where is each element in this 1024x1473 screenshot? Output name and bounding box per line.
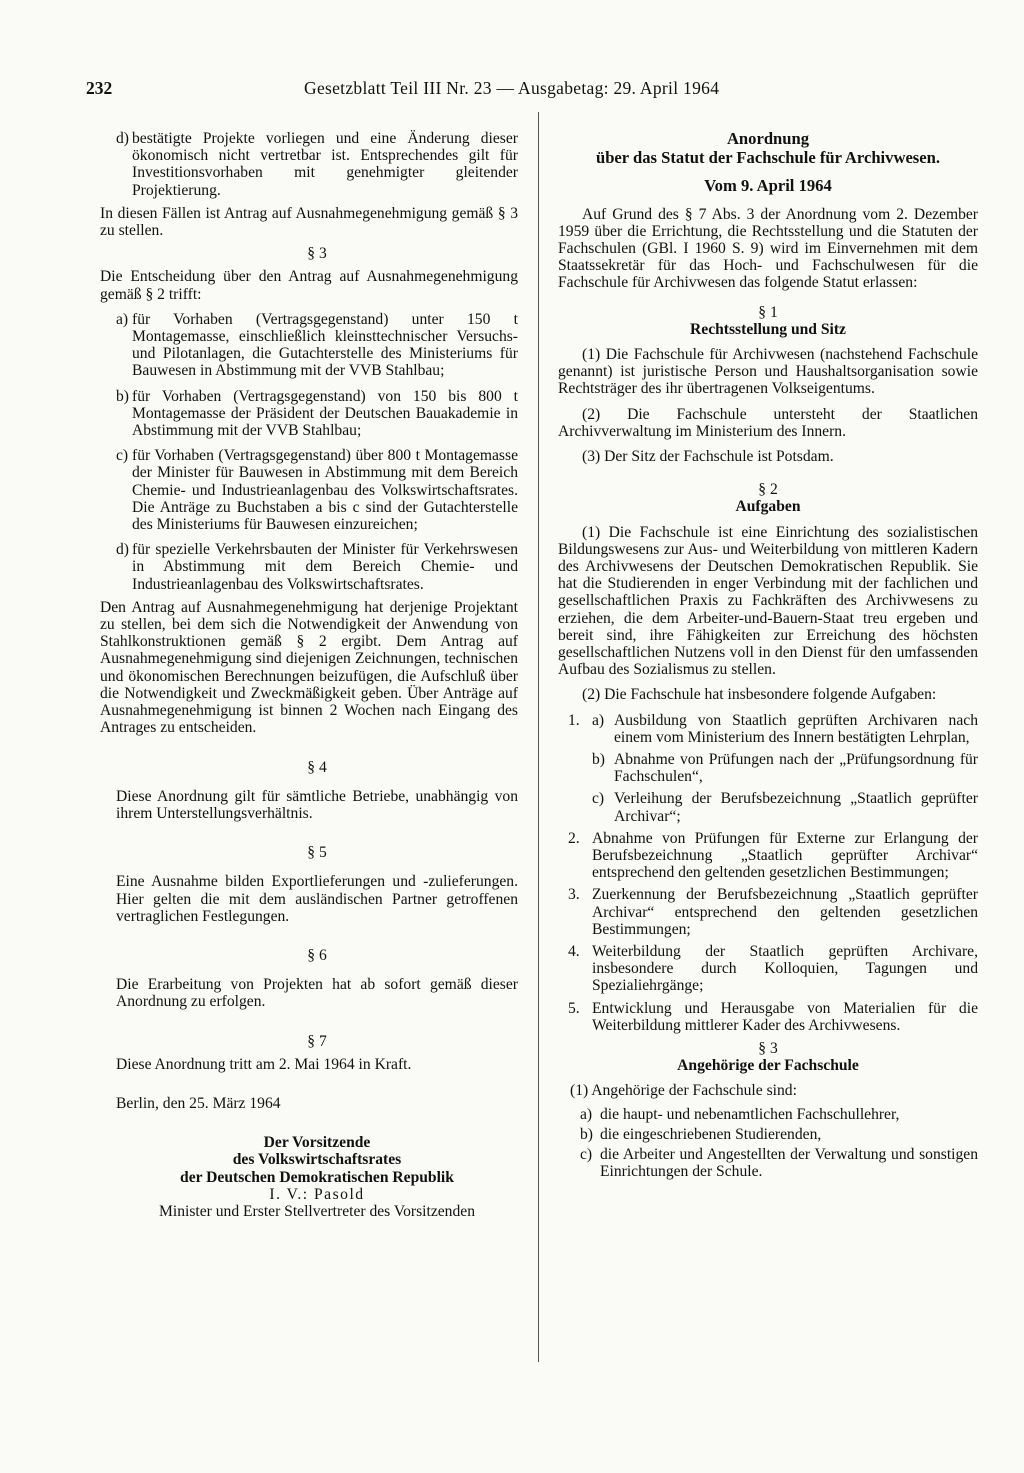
item-text: die haupt- und nebenamtlichen Fachschullehrer, [600,1105,900,1123]
signatory-role: Minister und Erster Stellvertreter des Vorsitzenden [159,1202,475,1220]
item-number: 5. [568,999,580,1017]
item-text: die Arbeiter und Angestellten der Verwaltung und sonstigen Einrichtungen der Schule. [600,1146,978,1181]
signature-title: der Deutschen Demokratischen Republik [180,1168,454,1186]
item-mark: d) [116,541,129,559]
list-item [558,943,978,995]
item-text: Abnahme von Prüfungen für Externe zur Erlangung der Berufsbezeichnung „Staatlich geprüfter Archivar“ entsprechend den geltenden gesetzlichen Bestimmungen; [592,829,978,882]
paragraph: In diesen Fällen ist Antrag auf Ausnahmegenehmigung gemäß § 3 zu stellen. [100,204,518,240]
section-heading: § 7 [307,1032,327,1050]
item-number: 2. [568,829,580,847]
signature-title: Der Vorsitzende [263,1134,371,1152]
section-title: Rechtsstellung und Sitz [690,320,846,338]
list-item [558,1000,978,1034]
item-text: Verleihung der Berufsbezeichnung „Staatlich geprüfter Archivar“; [614,790,978,825]
paragraph: Die Entscheidung über den Antrag auf Ausnahmegenehmigung gemäß § 2 trifft: [100,268,518,303]
paragraph: Diese Anordnung tritt am 2. Mai 1964 in Kraft. [116,1055,412,1073]
item-mark: b) [592,750,605,768]
section-title: Aufgaben [735,498,801,516]
list-item [116,541,518,593]
document-title: über das Statut der Fachschule für Archivwesen. [595,147,941,167]
item-text: für spezielle Verkehrsbauten der Minister für Verkehrswesen in Abstimmung mit dem Bereich Chemie- und Industrieanlagenbau des Volkswirtschaftsrates. [132,541,518,593]
item-text: bestätigte Projekte vorliegen und eine Änderung dieser ökonomisch nicht vertretbar ist. Entsprechendes gilt für Investitionsvorhaben mit genehmigter gleitender Projektierung. [132,130,518,199]
item-text: Entwicklung und Herausgabe von Materialien für die Weiterbildung mittlerer Kader des Archivwesens. [592,999,978,1034]
section-heading: § 6 [307,946,327,964]
paragraph: Die Erarbeitung von Projekten hat ab sofort gemäß dieser Anordnung zu erfolgen. [116,976,518,1011]
item-text: Ausbildung von Staatlich geprüften Archivaren nach einem vom Ministerium des Innern bestätigten Lehrplan, [614,711,978,746]
item-number: 3. [568,886,580,904]
list-item [558,1146,978,1180]
item-text: Abnahme von Prüfungen nach der „Prüfungsordnung für Fachschulen“, [614,750,978,786]
item-mark: b) [580,1125,593,1143]
item-mark: c) [580,1146,593,1164]
paragraph: Diese Anordnung gilt für sämtliche Betriebe, unabhängig von ihrem Unterstellungsverhältnis. [116,787,518,822]
item-text: für Vorhaben (Vertragsgegenstand) unter 150 t Montagemasse, einschließlich kleinsttechnischer Versuchs- und Pilotanlagen, die Gutachterstelle des Ministeriums für Bauwesen in Abstimmung mit der VVB Stahlbau; [132,310,518,380]
page-number: 232 [86,78,113,98]
document-title: Anordnung [726,129,810,148]
paragraph: (3) Der Sitz der Fachschule ist Potsdam. [582,447,834,465]
column-divider [538,112,539,1362]
item-mark: a) [592,711,605,729]
paragraph: (2) Die Fachschule untersteht der Staatlichen Archivverwaltung im Ministerium des Innern. [558,405,978,440]
item-mark: a) [580,1105,593,1123]
item-text: für Vorhaben (Vertragsgegenstand) über 800 t Montagemasse der Minister für Bauwesen in Abstimmung mit dem Bereich Chemie- und Industrieanlagenbau des Volkswirtschaftsrates. Die Anträge zu Buchstaben a bis c sind der Gutachterstelle des Ministeriums für Bauwesen einzureichen; [132,447,518,534]
section-heading: § 3 [307,245,327,263]
section-heading: § 1 [758,303,778,321]
list-item [116,130,518,199]
section-heading: § 3 [758,1040,778,1058]
list-item [558,830,978,882]
section-heading: § 5 [307,844,327,862]
section-heading: § 2 [758,481,778,499]
list-item [558,712,978,746]
running-title: Gesetzblatt Teil III Nr. 23 — Ausgabetag: 29. April 1964 [304,78,720,98]
left-column [100,130,518,1220]
section-heading: § 4 [307,758,327,776]
paragraph: (2) Die Fachschule hat insbesondere folgende Aufgaben: [582,686,937,704]
item-mark: c) [116,447,129,465]
paragraph: Auf Grund des § 7 Abs. 3 der Anordnung vom 2. Dezember 1959 über die Errichtung, die Rechtsstellung und die Statuten der Fachschulen (GBl. I 1960 S. 9) wird im Einvernehmen mit dem Staatssekretär für das Hoch- und Fachschulwesen für die Fachschule für Archivwesen das folgende Statut erlassen: [558,205,978,292]
item-number: 1. [568,711,580,729]
list-item [116,388,518,440]
document-date: Vom 9. April 1964 [704,176,832,195]
item-mark: d) [116,130,129,147]
paragraph: Eine Ausnahme bilden Exportlieferungen und -zulieferungen. Hier gelten die mit dem ausländischen Partner getroffenen vertraglichen Festlegungen. [116,873,518,925]
item-mark: c) [592,790,605,808]
paragraph: (1) Angehörige der Fachschule sind: [570,1082,797,1100]
list-item [116,447,518,533]
list-item [558,1106,978,1123]
list-item [558,886,978,938]
item-text: Weiterbildung der Staatlich geprüften Archivare, insbesondere durch Kolloquien, Tagungen und Spezialiehrgänge; [592,943,978,995]
item-text: für Vorhaben (Vertragsgegenstand) von 150 bis 800 t Montagemasse der Präsident der Deutschen Bauakademie in Abstimmung mit der VVB Stahlbau; [132,387,518,440]
right-column [558,130,978,1183]
item-text: Zuerkennung der Berufsbezeichnung „Staatlich geprüfter Archivar“ entsprechend den geltenden gesetzlichen Bestimmungen; [592,886,978,938]
section-title: Angehörige der Fachschule [677,1057,859,1075]
list-item [558,1126,978,1143]
list-item [116,311,518,380]
item-number: 4. [568,943,580,961]
signatory-name: I. V.: Pasold [269,1185,365,1203]
signature-title: des Volkswirtschaftsrates [232,1151,402,1169]
paragraph: Den Antrag auf Ausnahmegenehmigung hat derjenige Projektant zu stellen, bei dem sich die Notwendigkeit der Anwendung von Stahlkonstruktionen gemäß § 2 ergibt. Dem Antrag auf Ausnahmegenehmigung sind diejenigen Zeichnungen, technischen und ökonomischen Berechnungen beizufügen, die Aufschluß über die Notwendigkeit und Zweckmäßigkeit geben. Über Anträge auf Ausnahmegenehmigung ist binnen 2 Wochen nach Eingang des Antrages zu entscheiden. [100,598,518,737]
item-mark: b) [116,387,129,405]
item-mark: a) [116,310,129,328]
list-item [558,751,978,785]
place-date: Berlin, den 25. März 1964 [116,1094,281,1112]
paragraph: (1) Die Fachschule für Archivwesen (nachstehend Fachschule genannt) ist juristische Person und Haushaltsorganisation sowie Rechtsträger des ihr übertragenen Volkseigentums. [558,345,978,398]
paragraph: (1) Die Fachschule ist eine Einrichtung des sozialistischen Bildungswesens zur Aus- und Weiterbildung von mittleren Kadern des Archivwesens der Deutschen Demokratischen Republik. Sie hat die Studierenden in enger Verbindung mit der fachlichen und gesellschaftlichen Praxis zu Fachkräften des Archivwesens zu erziehen, die dem Arbeiter-und-Bauern-Staat treu ergeben und bereit sind, ihre Fähigkeiten zur Erreichung des höchsten gesellschaftlichen Nutzens voll in den Dienst für den umfassenden Aufbau des Sozialismus zu stellen. [558,523,978,679]
item-text: die eingeschriebenen Studierenden, [600,1125,822,1143]
page-header [86,74,986,102]
list-item [558,790,978,824]
